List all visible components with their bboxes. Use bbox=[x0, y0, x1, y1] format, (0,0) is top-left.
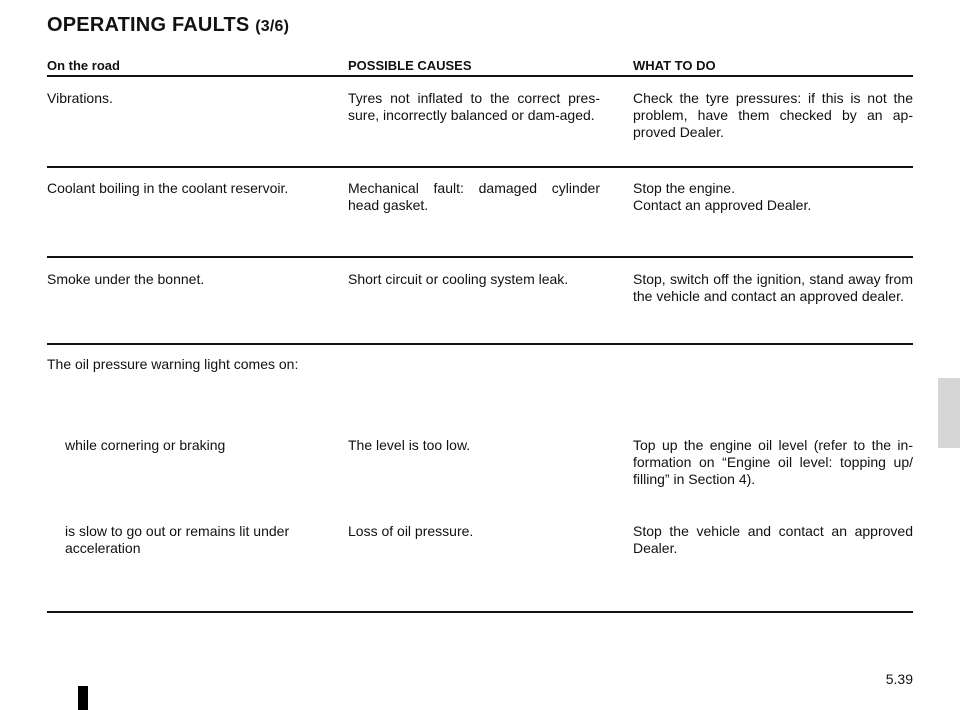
row-divider bbox=[47, 166, 913, 168]
row-vibrations-action: Check the tyre pressures: if this is not the problem, have them checked by an ap-proved Dealer. bbox=[633, 90, 913, 140]
subrow-acceleration-action: Stop the vehicle and contact an approved Dealer. bbox=[633, 523, 913, 556]
row-smoke-symptom: Smoke under the bonnet. bbox=[47, 271, 205, 287]
subrow-acceleration-symptom: is slow to go out or remains lit under acceleration bbox=[65, 523, 290, 556]
page-title bbox=[47, 14, 289, 37]
subrow-cornering-cause: The level is too low. bbox=[348, 437, 471, 453]
header-divider bbox=[47, 75, 913, 77]
column-header-what-to-do: WHAT TO DO bbox=[633, 58, 716, 73]
row-oil-warning-symptom: The oil pressure warning light comes on: bbox=[47, 356, 299, 372]
title-text: OPERATING FAULTS bbox=[47, 14, 250, 36]
row-vibrations-cause: Tyres not inflated to the correct pres-sure, incorrectly balanced or dam-aged. bbox=[348, 90, 600, 123]
subrow-acceleration-cause: Loss of oil pressure. bbox=[348, 523, 474, 539]
row-divider bbox=[47, 256, 913, 258]
subrow-cornering-symptom: while cornering or braking bbox=[65, 437, 226, 453]
row-divider bbox=[47, 343, 913, 345]
row-coolant-symptom: Coolant boiling in the coolant reservoir. bbox=[47, 180, 289, 196]
page-number: 5.39 bbox=[885, 671, 913, 687]
column-header-possible-causes: POSSIBLE CAUSES bbox=[348, 58, 472, 73]
row-smoke-cause: Short circuit or cooling system leak. bbox=[348, 271, 569, 287]
table-bottom-divider bbox=[47, 611, 913, 613]
row-smoke-action: Stop, switch off the ignition, stand away from the vehicle and contact an approved dealer. bbox=[633, 271, 913, 304]
column-header-on-the-road: On the road bbox=[47, 58, 120, 73]
corner-crop-mark bbox=[78, 686, 88, 710]
title-part-indicator: (3/6) bbox=[255, 18, 290, 35]
row-vibrations-symptom: Vibrations. bbox=[47, 90, 113, 106]
row-coolant-cause: Mechanical fault: damaged cylinder head gasket. bbox=[348, 180, 600, 213]
row-coolant-action-line2: Contact an approved Dealer. bbox=[633, 197, 812, 213]
section-thumb-tab bbox=[938, 378, 960, 448]
row-coolant-action bbox=[633, 180, 913, 214]
subrow-cornering-action: Top up the engine oil level (refer to the in-formation on “Engine oil level: topping up/ filling” in Section 4). bbox=[633, 437, 913, 487]
row-coolant-action-line1: Stop the engine. bbox=[633, 180, 735, 196]
